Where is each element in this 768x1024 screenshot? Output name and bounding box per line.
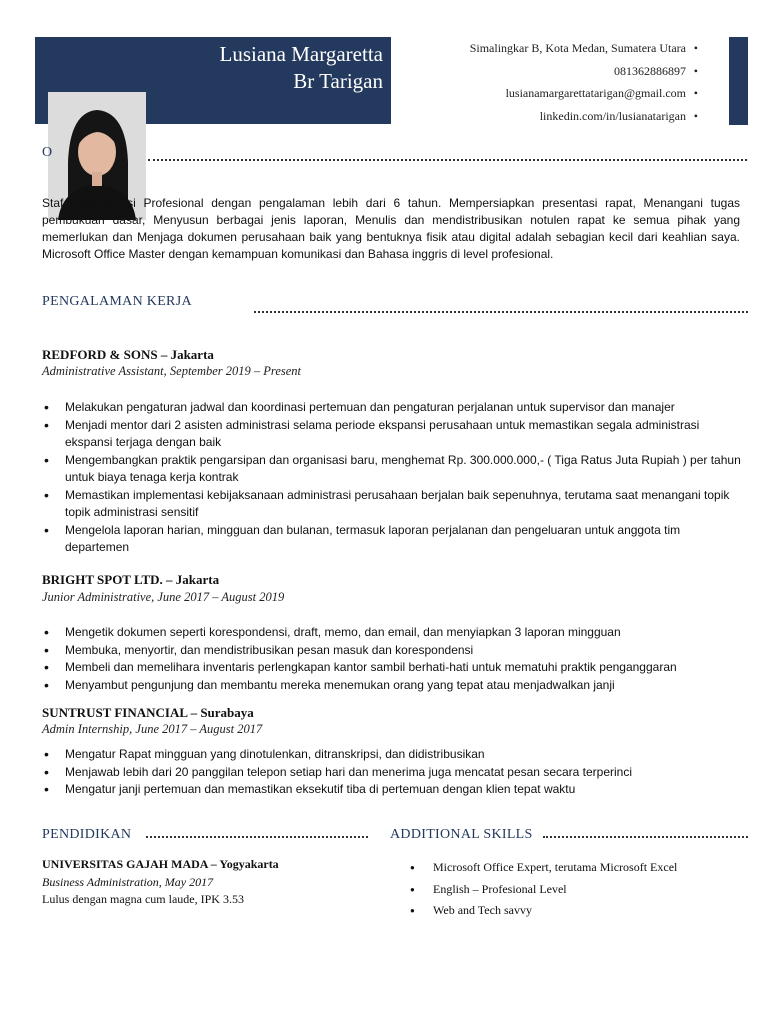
job-bullets-2 [42, 624, 742, 694]
list-item: • Menjadi mentor dari 2 asisten administrasi selama periode ekspansi perusahaan untuk memastikan segala administrasi ekspansi terjaga dengan baik [42, 417, 742, 452]
job-bullets-3 [42, 746, 742, 799]
contact-phone: 081362886897 • [614, 63, 698, 78]
experience-divider [254, 311, 748, 313]
list-item: ● Web and Tech savvy [410, 900, 677, 922]
list-item: • Mengatur Rapat mingguan yang dinotulenkan, ditranskripsi, dan didistribusikan [42, 746, 742, 764]
job-role-3: Admin Internship, June 2017 – August 2017 [42, 722, 263, 736]
job-company-3: SUNTRUST FINANCIAL – Surabaya [42, 705, 254, 720]
list-item: • Mengetik dokumen seperti korespondensi, draft, memo, dan email, dan menyiapkan 3 laporan mingguan [42, 624, 742, 642]
list-item: ● Microsoft Office Expert, terutama Microsoft Excel [410, 857, 677, 879]
list-item: • Mengelola laporan harian, mingguan dan bulanan, termasuk laporan perjalanan dan pengeluaran untuk anggota tim departemen [42, 522, 742, 557]
education-degree: Business Administration, May 2017 [42, 874, 214, 889]
education-divider [146, 836, 368, 838]
contact-email[interactable]: lusianamargarettatarigan@gmail.com • [505, 86, 698, 100]
list-item: • Membuka, menyortir, dan mendistribusikan pesan masuk dan korespondensi [42, 642, 742, 660]
list-item: ● English – Profesional Level [410, 879, 677, 901]
list-item: • Mengembangkan praktik pengarsipan dan organisasi baru, menghemat Rp. 300.000.000,- ( Tiga Ratus Juta Rupiah ) per tahun untuk biaya tenaga kerja kontrak [42, 452, 742, 487]
list-item: • Membeli dan memelihara inventaris perlengkapan kantor sambil berhati-hati untuk mematuhi praktik penganggaran [42, 659, 742, 677]
header-accent-bar [729, 37, 748, 125]
experience-title: PENGALAMAN KERJA [42, 294, 192, 309]
job-role-1: Administrative Assistant, September 2019 – Present [42, 364, 302, 378]
education-block [42, 856, 279, 909]
name-line-2: Br Tarigan [293, 69, 383, 93]
education-title: PENDIDIKAN [42, 827, 132, 842]
contact-linkedin[interactable]: linkedin.com/in/lusianatarigan • [539, 108, 698, 123]
name-line-1: Lusiana Margaretta [219, 42, 383, 66]
summary-text: Staf Administrasi Profesional dengan pengalaman lebih dari 6 tahun. Mempersiapkan presentasi rapat, Menangani tugas pembukuan dasar, Menyusun berbagai jenis laporan, Menulis dan mendistribusikan notulen rapat ke semua pihak yang memerlukan dan Menjaga dokumen perusahaan baik yang bentuknya fisik atau digital adalah sebagian kecil dari keahlian saya. Microsoft Office Master dengan kemampuan komunikasi dan Bahasa inggris di level profesional. [42, 196, 740, 261]
skills-divider [543, 836, 748, 838]
job-bullets-1 [42, 399, 742, 557]
education-school: UNIVERSITAS GAJAH MADA – Yogyakarta [42, 857, 279, 871]
contact-block [469, 37, 698, 127]
list-item: • Menjawab lebih dari 20 panggilan telepon setiap hari dan menerima juga mencatat pesan secara terperinci [42, 764, 742, 782]
list-item: • Menyambut pengunjung dan membantu mereka menemukan orang yang tepat atau menjadwalkan janji [42, 677, 742, 695]
list-item: • Mengatur janji pertemuan dan memastikan eksekutif tiba di pertemuan dengan klien tepat waktu [42, 781, 742, 799]
education-note: Lulus dengan magna cum laude, IPK 3.53 [42, 892, 244, 906]
job-company-2: BRIGHT SPOT LTD. – Jakarta [42, 572, 220, 587]
skills-list [410, 857, 677, 922]
summary-title: O [42, 145, 53, 160]
summary-divider [148, 159, 747, 161]
list-item: • Memastikan implementasi kebijaksanaan administrasi perusahaan berjalan baik sepenuhnya, terutama saat menangani topik topik administrasi sensitif [42, 487, 742, 522]
job-company-1: REDFORD & SONS – Jakarta [42, 347, 214, 362]
list-item: • Melakukan pengaturan jadwal dan koordinasi pertemuan dan pengaturan perjalanan untuk supervisor dan manajer [42, 399, 742, 417]
contact-address: Simalingkar B, Kota Medan, Sumatera Utara • [469, 41, 698, 55]
job-role-2: Junior Administrative, June 2017 – August 2019 [42, 590, 285, 604]
skills-title: ADDITIONAL SKILLS [390, 827, 533, 842]
